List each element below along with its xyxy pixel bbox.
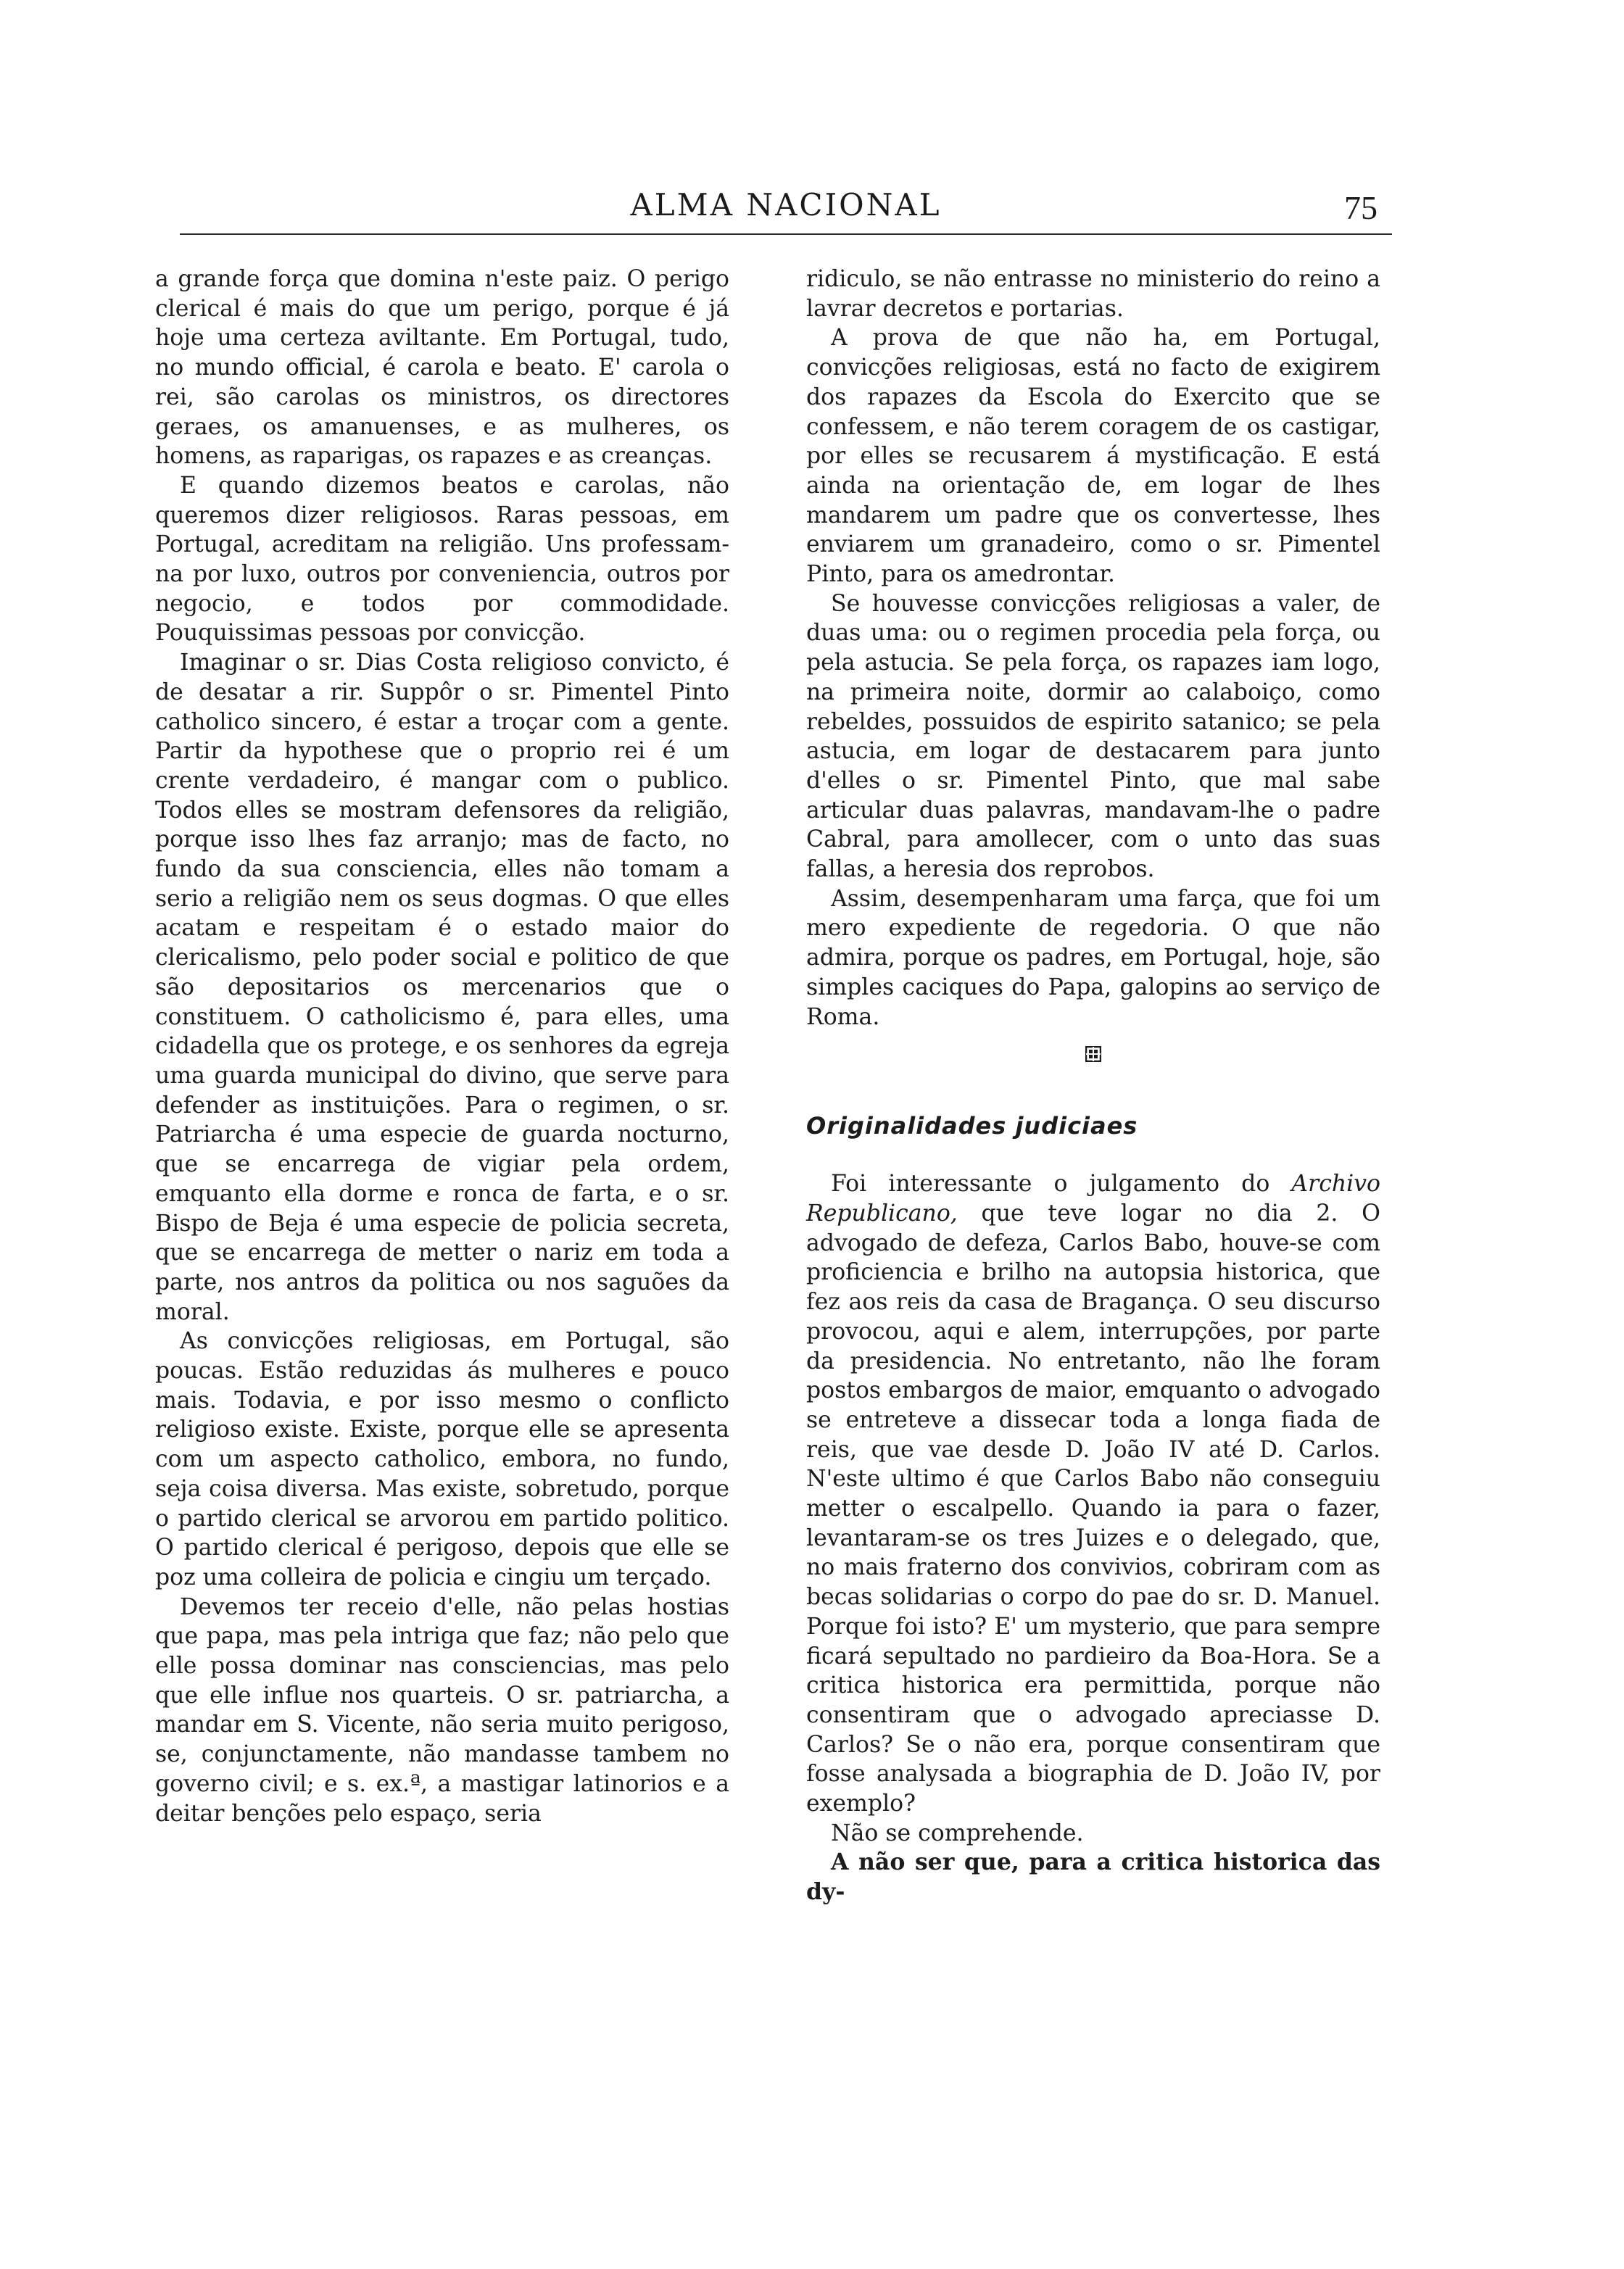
running-title: ALMA NACIONAL — [630, 187, 942, 223]
paragraph: ridiculo, se não entrasse no ministerio do reino a lavrar decretos e portarias. — [806, 266, 1380, 322]
paragraph-text: Foi interessante o julgamento do — [831, 1171, 1292, 1198]
paragraph: A não ser que, para a critica historica das dy- — [806, 1849, 1380, 1906]
paragraph: Assim, desempenharam uma farça, que foi um mero expediente de regedoria. O que não admira, porque os padres, em Portugal, hoje, são simples caciques do Papa, galopins ao serviço de Roma. — [806, 885, 1380, 1030]
paragraph: Não se comprehende. — [831, 1820, 1084, 1846]
paragraph-text: que teve logar no dia 2. O advogado de defeza, Carlos Babo, houve-se com proficiencia e brilho na autopsia historica, que fez aos reis da casa de Bragança. O seu discurso provocou, aqui e alem, interrupções, por parte da presidencia. No entretanto, não lhe foram postos embargos de maior, emquanto o advogado se entreteve a dissecar toda a longa fiada de reis, que vae desde D. João IV até D. Carlos. N'este ultimo é que Carlos Babo não conseguiu metter o escalpello. Quando ia para o fazer, levantaram-se os tres Juizes e o delegado, que, no mais fraterno dos convivios, cobriram com as becas solidarias o corpo do pae do sr. D. Manuel. Porque foi isto? E' um mysterio, que para sempre ficará sepultado no pardieiro da Boa-Hora. Se a critica historica era permittida, porque não consentiram que o advogado apreciasse D. Carlos? Se o não era, porque consentiram que fosse analysada a biographia de D. João IV, por exemplo? — [806, 1200, 1380, 1817]
paragraph: As convicções religiosas, em Portugal, são poucas. Estão reduzidas ás mulheres e pouco mais. Todavia, e por isso mesmo o conflicto religioso existe. Existe, porque elle se apresenta com um aspecto catholico, embora, no fundo, seja coisa diversa. Mas existe, sobretudo, porque o partido clerical se arvorou em partido politico. O partido clerical é perigoso, depois que elle se poz uma colleira de policia e cingiu um terçado. — [155, 1328, 729, 1590]
left-column — [155, 265, 729, 1828]
right-column — [806, 265, 1380, 1907]
page-number: 75 — [1344, 189, 1378, 226]
paragraph — [806, 1169, 1380, 1818]
paragraph: E quando dizemos beatos e carolas, não queremos dizer religiosos. Raras pessoas, em Portugal, acreditam na religião. Uns professam-na por luxo, outros por conveniencia, outros por negocio, e todos por commodidade. Pouquissimas pessoas por convicção. — [155, 472, 729, 647]
section-divider-ornament — [806, 1032, 1380, 1111]
publication-title: Archivo Republicano, — [806, 1171, 1380, 1227]
paragraph: Devemos ter receio d'elle, não pelas hostias que papa, mas pela intriga que faz; não pelo que elle possa dominar nas consciencias, mas pelo que elle influe nos quarteis. O sr. patriarcha, a mandar em S. Vicente, não seria muito perigoso, se, conjunctamente, não mandasse tambem no governo civil; e s. ex.ª, a mastigar latinorios e a deitar benções pelo espaço, seria — [155, 1593, 729, 1827]
heading-gap — [806, 1140, 1380, 1169]
ornament-icon — [1085, 1046, 1101, 1062]
page-header — [180, 187, 1392, 231]
paragraph: a grande força que domina n'este paiz. O perigo clerical é mais do que um perigo, porque é já hoje uma certeza aviltante. Em Portugal, tudo, no mundo official, é carola e beato. E' carola o rei, são carolas os ministros, os directores geraes, os amanuenses, e as mulheres, os homens, as raparigas, os rapazes e as creanças. — [155, 266, 729, 470]
section-heading: Originalidades judiciaes — [806, 1112, 1138, 1140]
paragraph: Se houvesse convicções religiosas a valer, de duas uma: ou o regimen procedia pela força, ou pela astucia. Se pela força, os rapazes iam logo, na primeira noite, dormir ao calaboiço, como rebeldes, possuidos de espirito satanico; se pela astucia, em logar de destacarem para junto d'elles o sr. Pimentel Pinto, que mal sabe articular duas palavras, mandavam-lhe o padre Cabral, para amollecer, com o unto das suas fallas, a heresia dos reprobos. — [806, 590, 1380, 883]
header-rule — [180, 233, 1392, 235]
paragraph: A prova de que não ha, em Portugal, convicções religiosas, está no facto de exigirem dos rapazes da Escola do Exercito que se confessem, e não terem coragem de os castigar, por elles se recusarem á mystificação. E está ainda na orientação de, em logar de lhes mandarem um padre que os convertesse, lhes enviarem um granadeiro, como o sr. Pimentel Pinto, para os amedrontar. — [806, 325, 1380, 588]
paragraph: Imaginar o sr. Dias Costa religioso convicto, é de desatar a rir. Suppôr o sr. Pimentel Pinto catholico sincero, é estar a troçar com a gente. Partir da hypothese que o proprio rei é um crente verdadeiro, é mangar com o publico. Todos elles se mostram defensores da religião, porque isso lhes faz arranjo; mas de facto, no fundo da sua consciencia, elles não tomam a serio a religião nem os seus dogmas. O que elles acatam e respeitam é o estado maior do clericalismo, pelo poder social e politico de que são depositarios os mercenarios que o constituem. O catholicismo é, para elles, uma cidadella que os protege, e os senhores da egreja uma guarda municipal do divino, que serve para defender as instituições. Para o regimen, o sr. Patriarcha é uma especie de guarda nocturno, que se encarrega de vigiar pela ordem, emquanto ella dorme e ronca de farta, e o sr. Bispo de Beja é uma especie de policia secreta, que se encarrega de metter o nariz em toda a parte, nos antros da politica ou nos saguões da moral. — [155, 650, 729, 1325]
